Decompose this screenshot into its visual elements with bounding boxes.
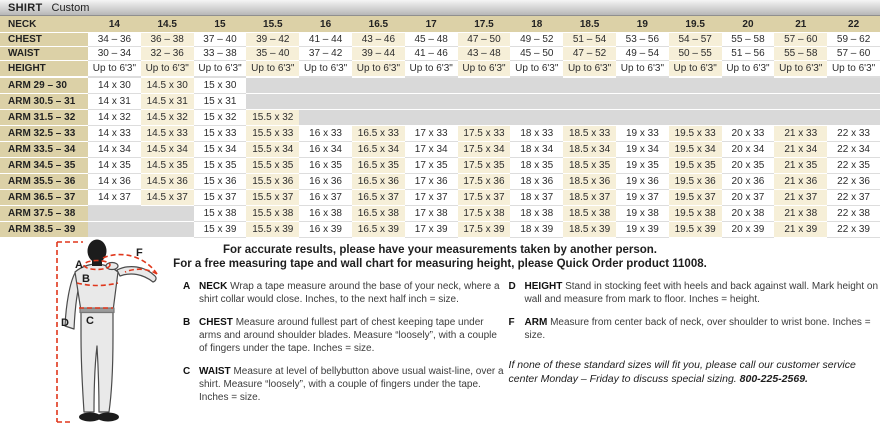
size-cell: 17.5 x 36 xyxy=(458,174,511,190)
size-cell: 50 – 55 xyxy=(669,47,722,61)
size-cell: 21 x 37 xyxy=(774,190,827,206)
size-cell: 49 – 52 xyxy=(510,33,563,47)
size-cell: 15 x 31 xyxy=(194,94,247,110)
instruction-text: Measure around fullest part of chest keeping tape under arms and around shoulder blades. Measure “loosely”, with a couple of fingers under the tape. Inches = size. xyxy=(199,317,497,354)
size-cell: 17.5 x 38 xyxy=(458,206,511,222)
row-label: ARM 35.5 – 36 xyxy=(0,174,88,190)
size-cell: 17.5 x 37 xyxy=(458,190,511,206)
size-cell: Up to 6'3" xyxy=(246,61,299,78)
instruction-text: Wrap a tape measure around the base of your neck, where a shirt collar would close. Inches, to the next half inch = size. xyxy=(199,281,500,305)
size-cell: 15.5 x 36 xyxy=(246,174,299,190)
size-cell: 18.5 x 36 xyxy=(563,174,616,190)
size-cell: 14.5 x 32 xyxy=(141,110,194,126)
row-label: ARM 32.5 – 33 xyxy=(0,126,88,142)
size-cell: 39 – 44 xyxy=(352,47,405,61)
size-cell: 14.5 x 35 xyxy=(141,158,194,174)
row-label: ARM 34.5 – 35 xyxy=(0,158,88,174)
neck-size-header: 19.5 xyxy=(669,16,722,33)
arm-row xyxy=(0,174,880,190)
instruction-letter: C xyxy=(183,366,191,377)
size-cell: 14 x 36 xyxy=(88,174,141,190)
size-cell: 17.5 x 34 xyxy=(458,142,511,158)
size-cell: 57 – 60 xyxy=(774,33,827,47)
size-cell: 14 x 30 xyxy=(88,77,141,94)
neck-size-header: 20 xyxy=(722,16,775,33)
size-cell: 22 x 36 xyxy=(827,174,880,190)
arm-row xyxy=(0,94,880,110)
neck-size-header: 19 xyxy=(616,16,669,33)
arm-row xyxy=(0,158,880,174)
size-cell: 16 x 38 xyxy=(299,206,352,222)
size-cell: 14 x 35 xyxy=(88,158,141,174)
size-cell: 15 x 32 xyxy=(194,110,247,126)
neck-size-header: 22 xyxy=(827,16,880,33)
size-cell: Up to 6'3" xyxy=(827,61,880,78)
size-cell: 21 x 36 xyxy=(774,174,827,190)
size-cell: 14.5 x 30 xyxy=(141,77,194,94)
size-cell: Up to 6'3" xyxy=(774,61,827,78)
instruction-term: ARM xyxy=(524,317,548,328)
arm-row xyxy=(0,110,880,126)
size-cell xyxy=(669,94,722,110)
size-cell xyxy=(405,77,458,94)
size-cell: 19 x 39 xyxy=(616,222,669,238)
size-cell: Up to 6'3" xyxy=(352,61,405,78)
instruction-chest xyxy=(183,316,505,355)
instruction-columns xyxy=(183,280,880,414)
size-cell: 43 – 48 xyxy=(458,47,511,61)
size-cell: 22 x 37 xyxy=(827,190,880,206)
size-cell xyxy=(246,94,299,110)
size-cell: 34 – 36 xyxy=(88,33,141,47)
size-cell: Up to 6'3" xyxy=(563,61,616,78)
size-cell: 37 – 40 xyxy=(194,33,247,47)
size-cell: 22 x 33 xyxy=(827,126,880,142)
size-cell xyxy=(827,110,880,126)
size-cell: 17 x 36 xyxy=(405,174,458,190)
row-label: ARM 31.5 – 32 xyxy=(0,110,88,126)
size-cell xyxy=(563,94,616,110)
size-cell: 16.5 x 35 xyxy=(352,158,405,174)
size-cell: Up to 6'3" xyxy=(510,61,563,78)
instruction-term: NECK xyxy=(199,281,228,292)
size-cell xyxy=(246,77,299,94)
special-sizing-note xyxy=(509,358,880,386)
instruction-term: HEIGHT xyxy=(524,281,563,292)
instruction-neck xyxy=(183,280,505,306)
size-cell: Up to 6'3" xyxy=(458,61,511,78)
arm-row xyxy=(0,190,880,206)
size-cell xyxy=(827,94,880,110)
size-cell xyxy=(669,110,722,126)
size-cell: 14 x 34 xyxy=(88,142,141,158)
arm-row xyxy=(0,142,880,158)
size-cell xyxy=(722,110,775,126)
row-label: ARM 33.5 – 34 xyxy=(0,142,88,158)
figure-label-b: B xyxy=(82,273,90,285)
size-cell: 18.5 x 33 xyxy=(563,126,616,142)
size-cell: 14 x 33 xyxy=(88,126,141,142)
size-cell: 18 x 37 xyxy=(510,190,563,206)
size-cell: 16.5 x 36 xyxy=(352,174,405,190)
row-label: ARM 38.5 – 39 xyxy=(0,222,88,238)
size-cell: 19.5 x 37 xyxy=(669,190,722,206)
instruction-column-right xyxy=(509,280,880,414)
size-cell: 33 – 38 xyxy=(194,47,247,61)
size-cell: 14 x 31 xyxy=(88,94,141,110)
size-cell: 16 x 35 xyxy=(299,158,352,174)
size-cell: 15 x 38 xyxy=(194,206,247,222)
size-cell xyxy=(722,77,775,94)
size-cell: 14 x 32 xyxy=(88,110,141,126)
figure-label-a: A xyxy=(75,259,83,271)
instruction-letter: F xyxy=(508,317,515,328)
instruction-waist xyxy=(183,365,505,404)
neck-size-header: 18.5 xyxy=(563,16,616,33)
neck-size-header: 15 xyxy=(194,16,247,33)
row-label: ARM 36.5 – 37 xyxy=(0,190,88,206)
size-cell: 35 – 40 xyxy=(246,47,299,61)
size-cell: 47 – 50 xyxy=(458,33,511,47)
size-cell: 41 – 44 xyxy=(299,33,352,47)
arm-row xyxy=(0,222,880,238)
size-cell xyxy=(563,110,616,126)
size-cell: 20 x 37 xyxy=(722,190,775,206)
page-title: SHIRT xyxy=(8,1,43,14)
size-cell: 18 x 34 xyxy=(510,142,563,158)
size-cell xyxy=(299,77,352,94)
size-cell: 16.5 x 37 xyxy=(352,190,405,206)
size-cell: 17 x 35 xyxy=(405,158,458,174)
size-cell: 17 x 37 xyxy=(405,190,458,206)
size-cell: 14.5 x 33 xyxy=(141,126,194,142)
size-cell xyxy=(405,94,458,110)
size-cell: 17 x 33 xyxy=(405,126,458,142)
neck-size-header: 14 xyxy=(88,16,141,33)
size-cell: 15.5 x 38 xyxy=(246,206,299,222)
size-cell: 22 x 39 xyxy=(827,222,880,238)
size-cell xyxy=(722,94,775,110)
size-cell: 22 x 38 xyxy=(827,206,880,222)
size-cell: 18.5 x 37 xyxy=(563,190,616,206)
size-cell: 15 x 33 xyxy=(194,126,247,142)
size-cell: 49 – 54 xyxy=(616,47,669,61)
page-subtitle: Custom xyxy=(51,1,90,14)
figure-illustration xyxy=(22,238,174,443)
size-cell: 54 – 57 xyxy=(669,33,722,47)
size-cell: 55 – 58 xyxy=(774,47,827,61)
size-cell: 16 x 37 xyxy=(299,190,352,206)
neck-size-header: 14.5 xyxy=(141,16,194,33)
size-cell: 43 – 46 xyxy=(352,33,405,47)
size-cell: 51 – 56 xyxy=(722,47,775,61)
neck-size-header: 17.5 xyxy=(458,16,511,33)
size-cell: 22 x 34 xyxy=(827,142,880,158)
size-cell: 17 x 39 xyxy=(405,222,458,238)
size-cell: 19.5 x 33 xyxy=(669,126,722,142)
size-cell: Up to 6'3" xyxy=(299,61,352,78)
size-cell xyxy=(827,77,880,94)
size-cell: 57 – 60 xyxy=(827,47,880,61)
neck-size-header: 16 xyxy=(299,16,352,33)
instruction-term: CHEST xyxy=(199,317,233,328)
size-cell: 17 x 38 xyxy=(405,206,458,222)
size-cell: 14.5 x 37 xyxy=(141,190,194,206)
size-cell: 55 – 58 xyxy=(722,33,775,47)
size-cell: 20 x 34 xyxy=(722,142,775,158)
size-cell: 59 – 62 xyxy=(827,33,880,47)
size-cell xyxy=(352,94,405,110)
size-cell: 22 x 35 xyxy=(827,158,880,174)
chart-title-bar xyxy=(0,0,880,16)
size-cell: 14 x 37 xyxy=(88,190,141,206)
row-label: NECK xyxy=(0,16,88,33)
size-cell xyxy=(774,94,827,110)
neck-size-header: 16.5 xyxy=(352,16,405,33)
size-cell: 15.5 x 35 xyxy=(246,158,299,174)
size-cell: 18 x 33 xyxy=(510,126,563,142)
size-cell: 14.5 x 36 xyxy=(141,174,194,190)
size-cell: 18 x 38 xyxy=(510,206,563,222)
figure-label-f: F xyxy=(136,247,143,259)
row-label: ARM 37.5 – 38 xyxy=(0,206,88,222)
size-cell: 17.5 x 33 xyxy=(458,126,511,142)
size-cell xyxy=(458,110,511,126)
size-cell xyxy=(458,77,511,94)
size-cell: 18.5 x 38 xyxy=(563,206,616,222)
size-cell: 15.5 x 37 xyxy=(246,190,299,206)
size-cell: 15.5 x 32 xyxy=(246,110,299,126)
neck-header-row xyxy=(0,16,880,33)
size-cell: 21 x 38 xyxy=(774,206,827,222)
size-cell: 53 – 56 xyxy=(616,33,669,47)
size-cell: 15.5 x 39 xyxy=(246,222,299,238)
size-cell xyxy=(352,77,405,94)
size-cell xyxy=(669,77,722,94)
size-cell xyxy=(141,222,194,238)
size-cell: 15.5 x 34 xyxy=(246,142,299,158)
size-cell: 16 x 34 xyxy=(299,142,352,158)
size-cell: 21 x 33 xyxy=(774,126,827,142)
size-cell: 21 x 39 xyxy=(774,222,827,238)
figure-label-c: C xyxy=(86,315,94,327)
size-cell: 19 x 33 xyxy=(616,126,669,142)
neck-size-header: 17 xyxy=(405,16,458,33)
size-cell xyxy=(563,77,616,94)
size-cell: 15 x 34 xyxy=(194,142,247,158)
size-cell: 15 x 36 xyxy=(194,174,247,190)
instruction-column-left xyxy=(183,280,505,414)
instruction-height xyxy=(509,280,880,306)
waist-row xyxy=(0,47,880,61)
size-cell: 20 x 33 xyxy=(722,126,775,142)
size-cell: 39 – 42 xyxy=(246,33,299,47)
intro-line-1: For accurate results, please have your measurements taken by another person. xyxy=(223,244,657,256)
neck-size-header: 18 xyxy=(510,16,563,33)
size-cell: 18 x 35 xyxy=(510,158,563,174)
size-cell xyxy=(405,110,458,126)
size-cell: 16 x 36 xyxy=(299,174,352,190)
size-cell: 30 – 34 xyxy=(88,47,141,61)
size-cell: 18 x 36 xyxy=(510,174,563,190)
size-cell: 17 x 34 xyxy=(405,142,458,158)
arm-row xyxy=(0,206,880,222)
size-cell: 19 x 38 xyxy=(616,206,669,222)
size-cell: 45 – 48 xyxy=(405,33,458,47)
instruction-text: Stand in stocking feet with heels and back against wall. Mark height on wall and measure from mark to floor. Inches = height. xyxy=(524,281,879,305)
instruction-text: Measure at level of bellybutton above usual waist-line, over a shirt. Measure “loosely”, with a couple of fingers under the tape. Inches = size. xyxy=(199,366,504,403)
size-cell: 37 – 42 xyxy=(299,47,352,61)
size-cell: 15 x 35 xyxy=(194,158,247,174)
size-cell: 16.5 x 34 xyxy=(352,142,405,158)
size-cell: 41 – 46 xyxy=(405,47,458,61)
instruction-arm xyxy=(509,316,880,342)
size-cell: 19.5 x 34 xyxy=(669,142,722,158)
size-cell: 51 – 54 xyxy=(563,33,616,47)
size-cell: 15 x 37 xyxy=(194,190,247,206)
row-label: ARM 30.5 – 31 xyxy=(0,94,88,110)
size-cell xyxy=(299,94,352,110)
note-text: If none of these standard sizes will fit you, please call our customer service center Monday – Friday to discuss special sizing. xyxy=(508,359,856,385)
size-cell: 16.5 x 33 xyxy=(352,126,405,142)
size-cell xyxy=(774,110,827,126)
size-cell: 19.5 x 39 xyxy=(669,222,722,238)
size-cell: 14.5 x 31 xyxy=(141,94,194,110)
size-cell xyxy=(352,110,405,126)
size-cell xyxy=(88,206,141,222)
instruction-letter: A xyxy=(183,281,191,292)
size-cell: Up to 6'3" xyxy=(194,61,247,78)
instruction-text: Measure from center back of neck, over shoulder to wrist bone. Inches = size. xyxy=(524,317,871,341)
size-cell xyxy=(616,110,669,126)
size-cell: 16.5 x 38 xyxy=(352,206,405,222)
size-cell xyxy=(774,77,827,94)
size-cell: Up to 6'3" xyxy=(616,61,669,78)
size-cell: Up to 6'3" xyxy=(141,61,194,78)
size-cell: Up to 6'3" xyxy=(722,61,775,78)
size-cell: Up to 6'3" xyxy=(88,61,141,78)
size-cell: 19.5 x 35 xyxy=(669,158,722,174)
size-cell: 45 – 50 xyxy=(510,47,563,61)
row-label: WAIST xyxy=(0,47,88,61)
size-cell xyxy=(458,94,511,110)
size-cell: 20 x 36 xyxy=(722,174,775,190)
size-table xyxy=(0,16,880,238)
size-cell: 20 x 39 xyxy=(722,222,775,238)
size-cell: 17.5 x 39 xyxy=(458,222,511,238)
size-cell: 20 x 38 xyxy=(722,206,775,222)
instruction-letter: D xyxy=(508,281,516,292)
neck-size-header: 21 xyxy=(774,16,827,33)
phone-number: 800-225-2569. xyxy=(739,373,808,385)
chest-row xyxy=(0,33,880,47)
instruction-letter: B xyxy=(183,317,191,328)
size-cell: Up to 6'3" xyxy=(405,61,458,78)
size-cell: 15.5 x 33 xyxy=(246,126,299,142)
size-cell xyxy=(510,110,563,126)
size-cell: 16.5 x 39 xyxy=(352,222,405,238)
height-row xyxy=(0,61,880,78)
size-cell: 18.5 x 35 xyxy=(563,158,616,174)
size-cell: 19 x 37 xyxy=(616,190,669,206)
size-cell xyxy=(616,94,669,110)
size-cell: 19 x 34 xyxy=(616,142,669,158)
size-cell: 19.5 x 36 xyxy=(669,174,722,190)
size-cell xyxy=(510,77,563,94)
size-cell xyxy=(141,206,194,222)
size-cell: 18.5 x 39 xyxy=(563,222,616,238)
size-cell: 19 x 35 xyxy=(616,158,669,174)
neck-size-header: 15.5 xyxy=(246,16,299,33)
size-cell xyxy=(88,222,141,238)
size-cell: 15 x 39 xyxy=(194,222,247,238)
measuring-instructions-section xyxy=(0,238,880,445)
instruction-term: WAIST xyxy=(199,366,231,377)
size-cell: 20 x 35 xyxy=(722,158,775,174)
arm-row xyxy=(0,77,880,94)
size-cell: 17.5 x 35 xyxy=(458,158,511,174)
size-cell: Up to 6'3" xyxy=(669,61,722,78)
size-cell: 18 x 39 xyxy=(510,222,563,238)
size-cell: 16 x 39 xyxy=(299,222,352,238)
size-cell: 19 x 36 xyxy=(616,174,669,190)
size-cell xyxy=(299,110,352,126)
size-cell: 21 x 35 xyxy=(774,158,827,174)
row-label: ARM 29 – 30 xyxy=(0,77,88,94)
size-cell: 36 – 38 xyxy=(141,33,194,47)
row-label: CHEST xyxy=(0,33,88,47)
size-cell xyxy=(510,94,563,110)
intro-line-2: For a free measuring tape and wall chart for measuring height, please Quick Order product 11008. xyxy=(173,258,707,270)
size-cell: 14.5 x 34 xyxy=(141,142,194,158)
figure-label-d: D xyxy=(61,317,69,329)
arm-row xyxy=(0,126,880,142)
size-cell: 18.5 x 34 xyxy=(563,142,616,158)
size-cell xyxy=(616,77,669,94)
size-cell: 32 – 36 xyxy=(141,47,194,61)
size-cell: 21 x 34 xyxy=(774,142,827,158)
size-cell: 16 x 33 xyxy=(299,126,352,142)
size-cell: 47 – 52 xyxy=(563,47,616,61)
size-cell: 19.5 x 38 xyxy=(669,206,722,222)
row-label: HEIGHT xyxy=(0,61,88,78)
size-cell: 15 x 30 xyxy=(194,77,247,94)
